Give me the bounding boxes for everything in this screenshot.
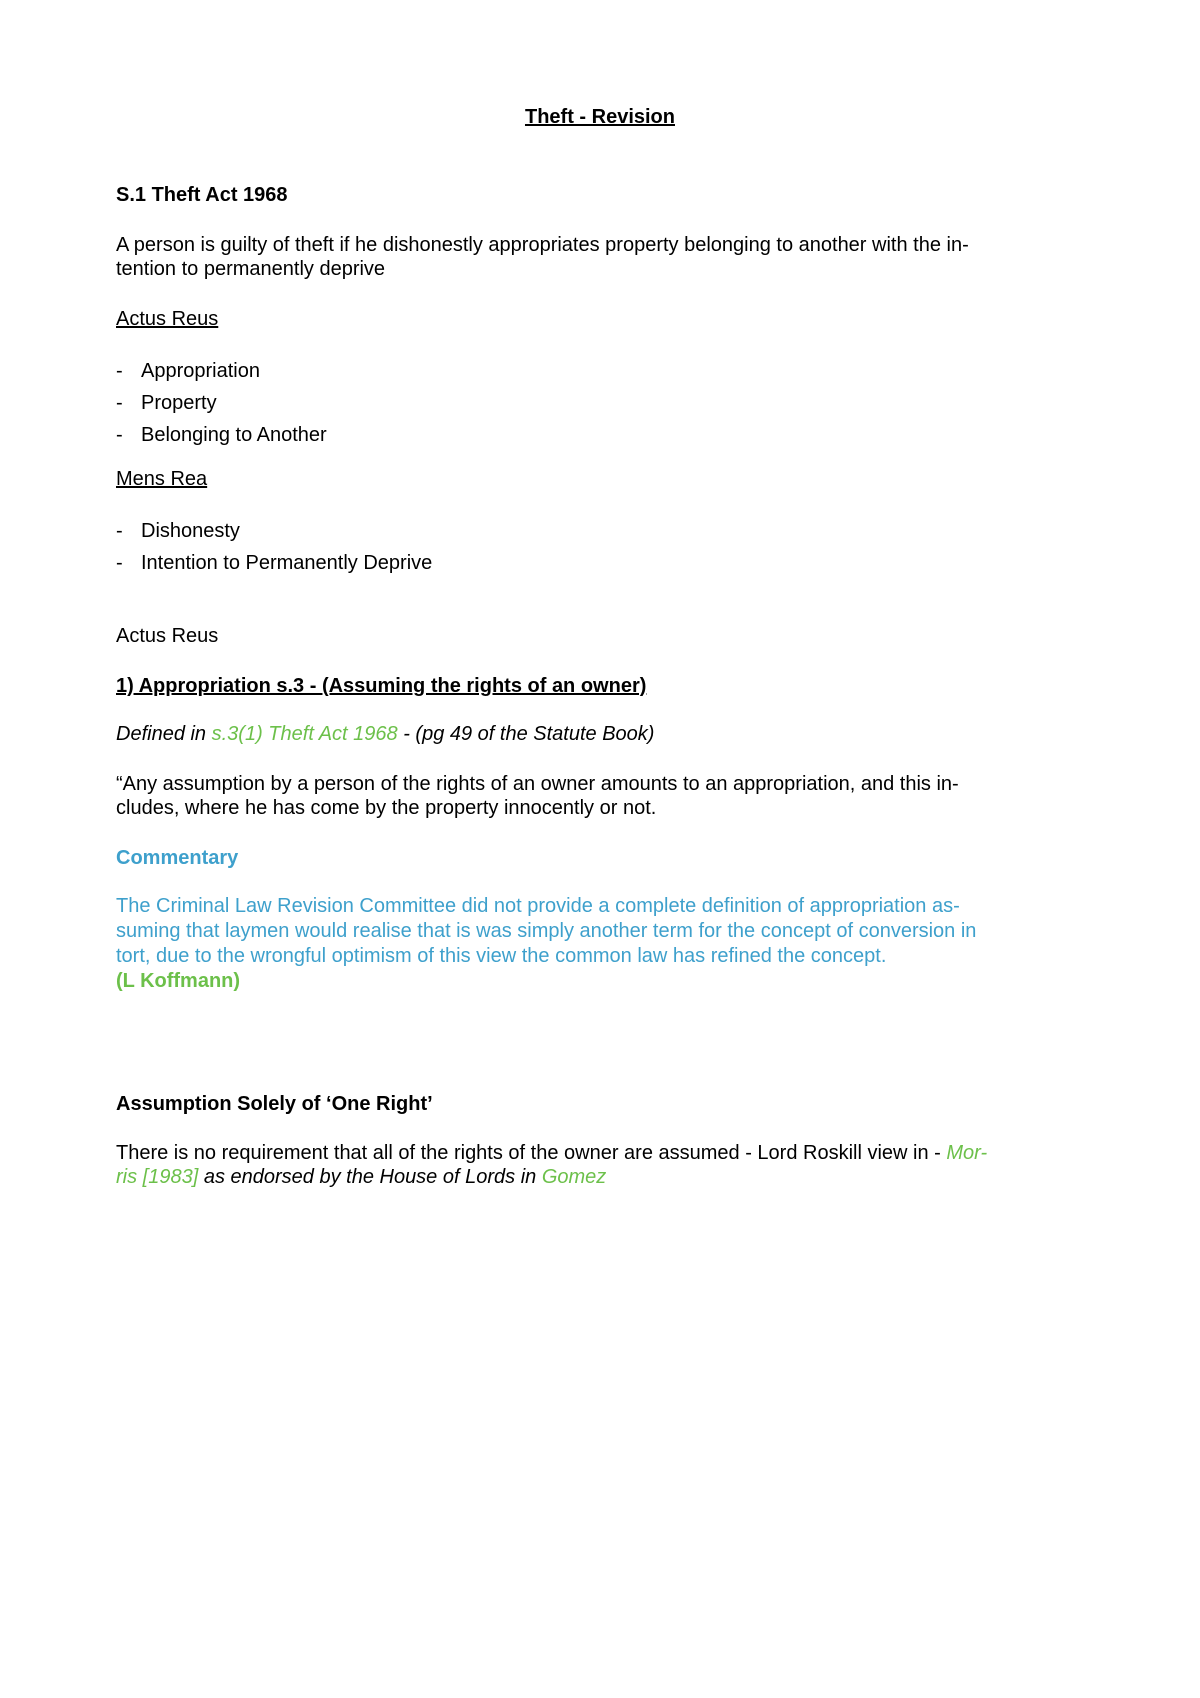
- list-item-label: Belonging to Another: [141, 424, 327, 446]
- case-name-gomez: Gomez: [541, 1166, 607, 1188]
- list-item-label: Appropriation: [141, 360, 260, 382]
- one-right-text: There is no requirement that all of the rights of the owner are assumed - Lord Roskill view in -: [116, 1142, 947, 1164]
- list-item: [116, 419, 327, 451]
- defined-in-suffix: - (pg 49 of the Statute Book): [397, 723, 655, 745]
- quote-line-2: cludes, where he has come by the property innocently or not.: [116, 797, 657, 819]
- statute-reference: s.3(1) Theft Act 1968: [211, 723, 398, 745]
- one-right-line-1: [116, 1140, 1081, 1166]
- quote-line-1: “Any assumption by a person of the rights of an owner amounts to an appropriation, and this in-: [116, 773, 959, 795]
- dash-bullet: -: [116, 392, 123, 414]
- definition-line-2: tention to permanently deprive: [116, 258, 386, 280]
- commentary-line-2: suming that laymen would realise that is was simply another term for the concept of conversion in: [116, 920, 977, 942]
- mens-rea-heading: Mens Rea: [116, 468, 208, 490]
- appropriation-heading: 1) Appropriation s.3 - (Assuming the rights of an owner): [116, 675, 647, 697]
- list-item: [116, 355, 327, 387]
- list-item: [116, 515, 432, 547]
- dash-bullet: -: [116, 520, 123, 542]
- list-item-label: Dishonesty: [141, 520, 240, 542]
- definition-line-1: A person is guilty of theft if he dishonestly appropriates property belonging to another with the in-: [116, 234, 969, 256]
- list-item: [116, 547, 432, 579]
- case-name-morris-cont: ris [1983]: [116, 1166, 199, 1188]
- list-item-label: Property: [141, 392, 217, 414]
- one-right-text-2: as endorsed by the House of Lords in: [198, 1166, 542, 1188]
- dash-bullet: -: [116, 360, 123, 382]
- list-item-label: Intention to Permanently Deprive: [141, 552, 433, 574]
- defined-in-line: [116, 721, 1081, 747]
- dash-bullet: -: [116, 424, 123, 446]
- defined-in-prefix: Defined in: [116, 723, 212, 745]
- list-item: [116, 387, 327, 419]
- dash-bullet: -: [116, 552, 123, 574]
- page-title: Theft - Revision: [524, 106, 675, 128]
- actus-reus-list: [116, 355, 327, 451]
- actus-reus-heading: Actus Reus: [116, 308, 219, 330]
- commentary-author: (L Koffmann): [116, 970, 241, 992]
- mens-rea-list: [116, 515, 432, 579]
- case-name-morris: Mor-: [946, 1142, 988, 1164]
- commentary-line-1: The Criminal Law Revision Committee did not provide a complete definition of appropriation as-: [116, 895, 960, 917]
- actus-reus-subheading: Actus Reus: [116, 625, 219, 647]
- section-heading: S.1 Theft Act 1968: [116, 184, 288, 206]
- commentary-line-3: tort, due to the wrongful optimism of this view the common law has refined the concept.: [116, 945, 887, 967]
- one-right-line-2: [116, 1164, 1081, 1190]
- one-right-heading: Assumption Solely of ‘One Right’: [116, 1093, 433, 1115]
- commentary-heading: Commentary: [116, 847, 239, 869]
